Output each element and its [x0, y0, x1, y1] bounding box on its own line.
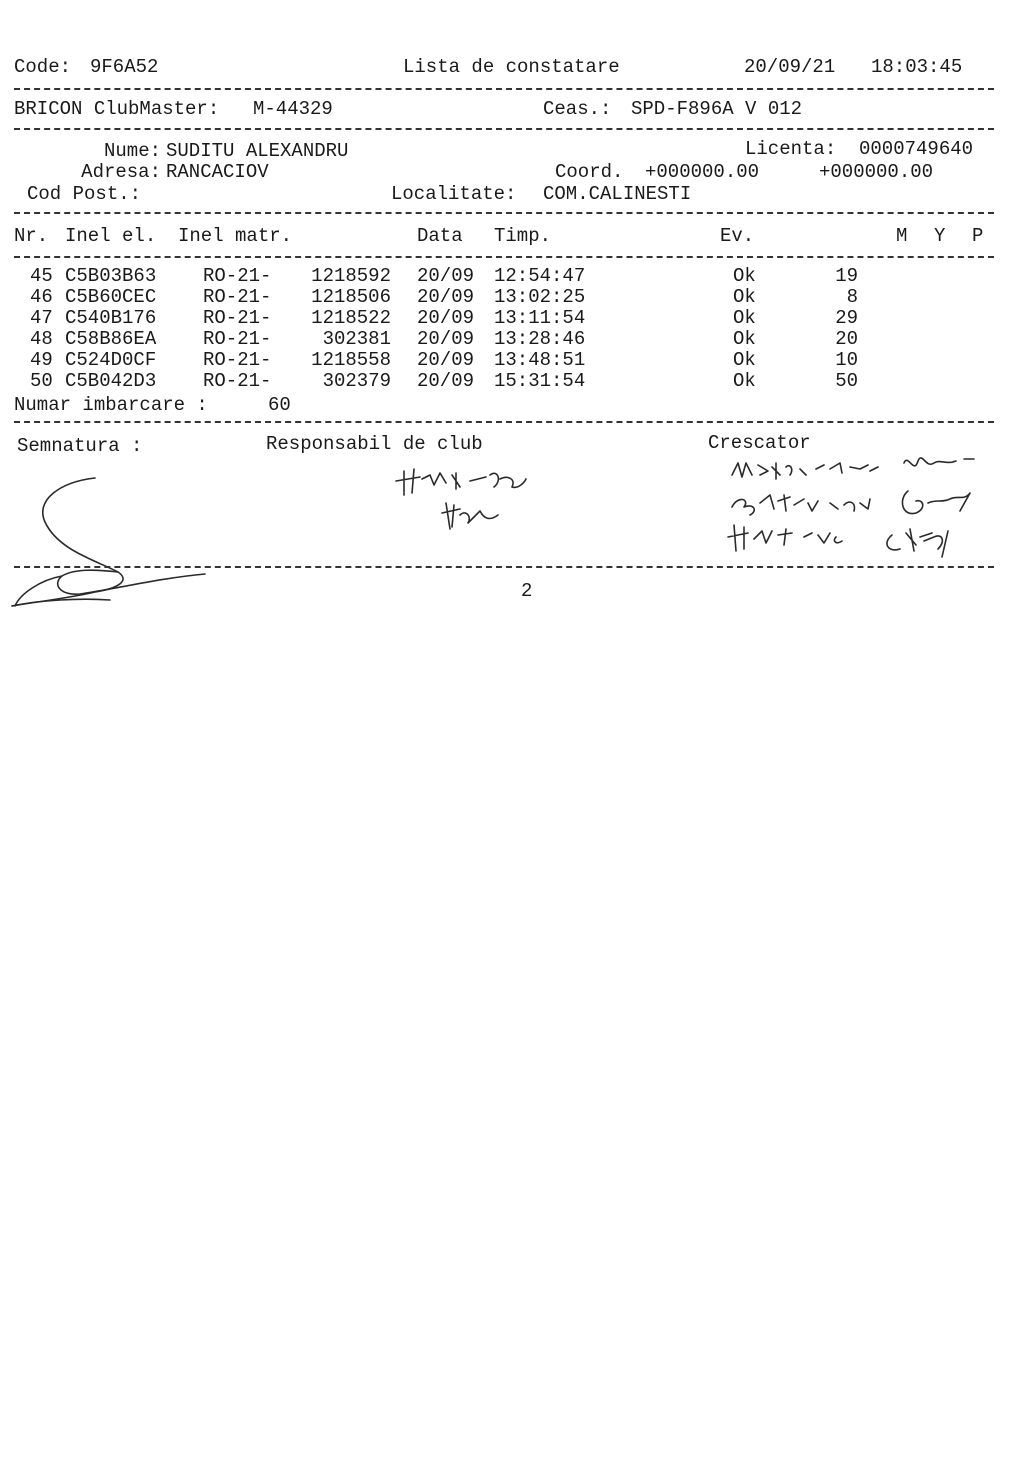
- col-header-ev: Ev.: [720, 225, 755, 247]
- row-time: 13:48:51: [494, 349, 586, 371]
- page-number: 2: [521, 580, 533, 602]
- col-header-y: Y: [934, 225, 946, 247]
- postcode-label: Cod Post.:: [27, 183, 142, 205]
- divider: [14, 566, 994, 568]
- club-responsible-label: Responsabil de club: [266, 433, 483, 455]
- page-title: Lista de constatare: [403, 56, 620, 78]
- divider: [14, 128, 994, 130]
- row-number: 1218522: [311, 307, 391, 329]
- row-ev: Ok: [733, 370, 756, 392]
- row-number: 1218506: [311, 286, 391, 308]
- col-header-p: P: [972, 225, 984, 247]
- row-ring-el: C5B042D3: [65, 370, 157, 392]
- row-time: 15:31:54: [494, 370, 586, 392]
- locality-label: Localitate:: [391, 183, 517, 205]
- row-nr: 47: [30, 307, 53, 329]
- coord-label: Coord.: [555, 161, 624, 183]
- row-value: 10: [835, 349, 858, 371]
- row-ev: Ok: [733, 349, 756, 371]
- divider: [14, 88, 994, 90]
- col-header-ring-reg: Inel matr.: [178, 225, 293, 247]
- divider: [14, 256, 994, 258]
- row-value: 19: [835, 265, 858, 287]
- row-time: 13:11:54: [494, 307, 586, 329]
- breeder-signatures: [720, 445, 980, 585]
- row-date: 20/09: [417, 265, 475, 287]
- club-id: M-44329: [253, 98, 333, 120]
- row-number: 1218592: [311, 265, 391, 287]
- boarding-count-value: 60: [268, 394, 291, 416]
- license-value: 0000749640: [859, 138, 974, 160]
- print-time: 18:03:45: [871, 56, 963, 78]
- row-number: 302379: [322, 370, 391, 392]
- row-ring-el: C5B03B63: [65, 265, 157, 287]
- col-header-m: M: [896, 225, 908, 247]
- row-ev: Ok: [733, 286, 756, 308]
- row-nr: 46: [30, 286, 53, 308]
- locality-value: COM.CALINESTI: [543, 183, 692, 205]
- col-header-ring-el: Inel el.: [65, 225, 157, 247]
- breeder-label: Crescator: [708, 432, 811, 454]
- club-responsible-signature: [390, 465, 540, 545]
- row-ev: Ok: [733, 307, 756, 329]
- row-ev: Ok: [733, 265, 756, 287]
- row-date: 20/09: [417, 307, 475, 329]
- row-prefix: RO-21-: [203, 307, 272, 329]
- club-label: BRICON ClubMaster:: [14, 98, 220, 120]
- row-date: 20/09: [417, 370, 475, 392]
- row-value: 29: [835, 307, 858, 329]
- row-value: 8: [846, 286, 858, 308]
- row-prefix: RO-21-: [203, 370, 272, 392]
- row-number: 302381: [322, 328, 391, 350]
- owner-name: SUDITU ALEXANDRU: [166, 140, 349, 162]
- row-prefix: RO-21-: [203, 286, 272, 308]
- row-prefix: RO-21-: [203, 328, 272, 350]
- col-header-time: Timp.: [494, 225, 552, 247]
- col-header-nr: Nr.: [14, 225, 49, 247]
- license-label: Licenta:: [745, 138, 837, 160]
- row-time: 13:28:46: [494, 328, 586, 350]
- code-label: Code:: [14, 56, 72, 78]
- coord-1: +000000.00: [645, 161, 760, 183]
- row-ring-el: C58B86EA: [65, 328, 157, 350]
- row-ring-el: C540B176: [65, 307, 157, 329]
- divider: [14, 212, 994, 214]
- row-number: 1218558: [311, 349, 391, 371]
- divider: [14, 421, 994, 423]
- signature-label: Semnatura :: [17, 435, 143, 457]
- address-value: RANCACIOV: [166, 161, 269, 183]
- row-value: 20: [835, 328, 858, 350]
- print-date: 20/09/21: [744, 56, 836, 78]
- row-nr: 49: [30, 349, 53, 371]
- row-date: 20/09: [417, 349, 475, 371]
- row-prefix: RO-21-: [203, 265, 272, 287]
- row-date: 20/09: [417, 328, 475, 350]
- name-label: Nume:: [103, 140, 161, 162]
- row-nr: 50: [30, 370, 53, 392]
- row-date: 20/09: [417, 286, 475, 308]
- row-ring-el: C524D0CF: [65, 349, 157, 371]
- row-time: 12:54:47: [494, 265, 586, 287]
- col-header-date: Data: [417, 225, 463, 247]
- row-ev: Ok: [733, 328, 756, 350]
- clock-value: SPD-F896A V 012: [631, 98, 803, 120]
- row-ring-el: C5B60CEC: [65, 286, 157, 308]
- clock-label: Ceas.:: [543, 98, 612, 120]
- row-prefix: RO-21-: [203, 349, 272, 371]
- row-value: 50: [835, 370, 858, 392]
- row-nr: 45: [30, 265, 53, 287]
- signature-scribble: [0, 460, 220, 620]
- row-nr: 48: [30, 328, 53, 350]
- code-value: 9F6A52: [90, 56, 159, 78]
- row-time: 13:02:25: [494, 286, 586, 308]
- boarding-count-label: Numar imbarcare :: [14, 394, 208, 416]
- address-label: Adresa:: [81, 161, 161, 183]
- coord-2: +000000.00: [819, 161, 934, 183]
